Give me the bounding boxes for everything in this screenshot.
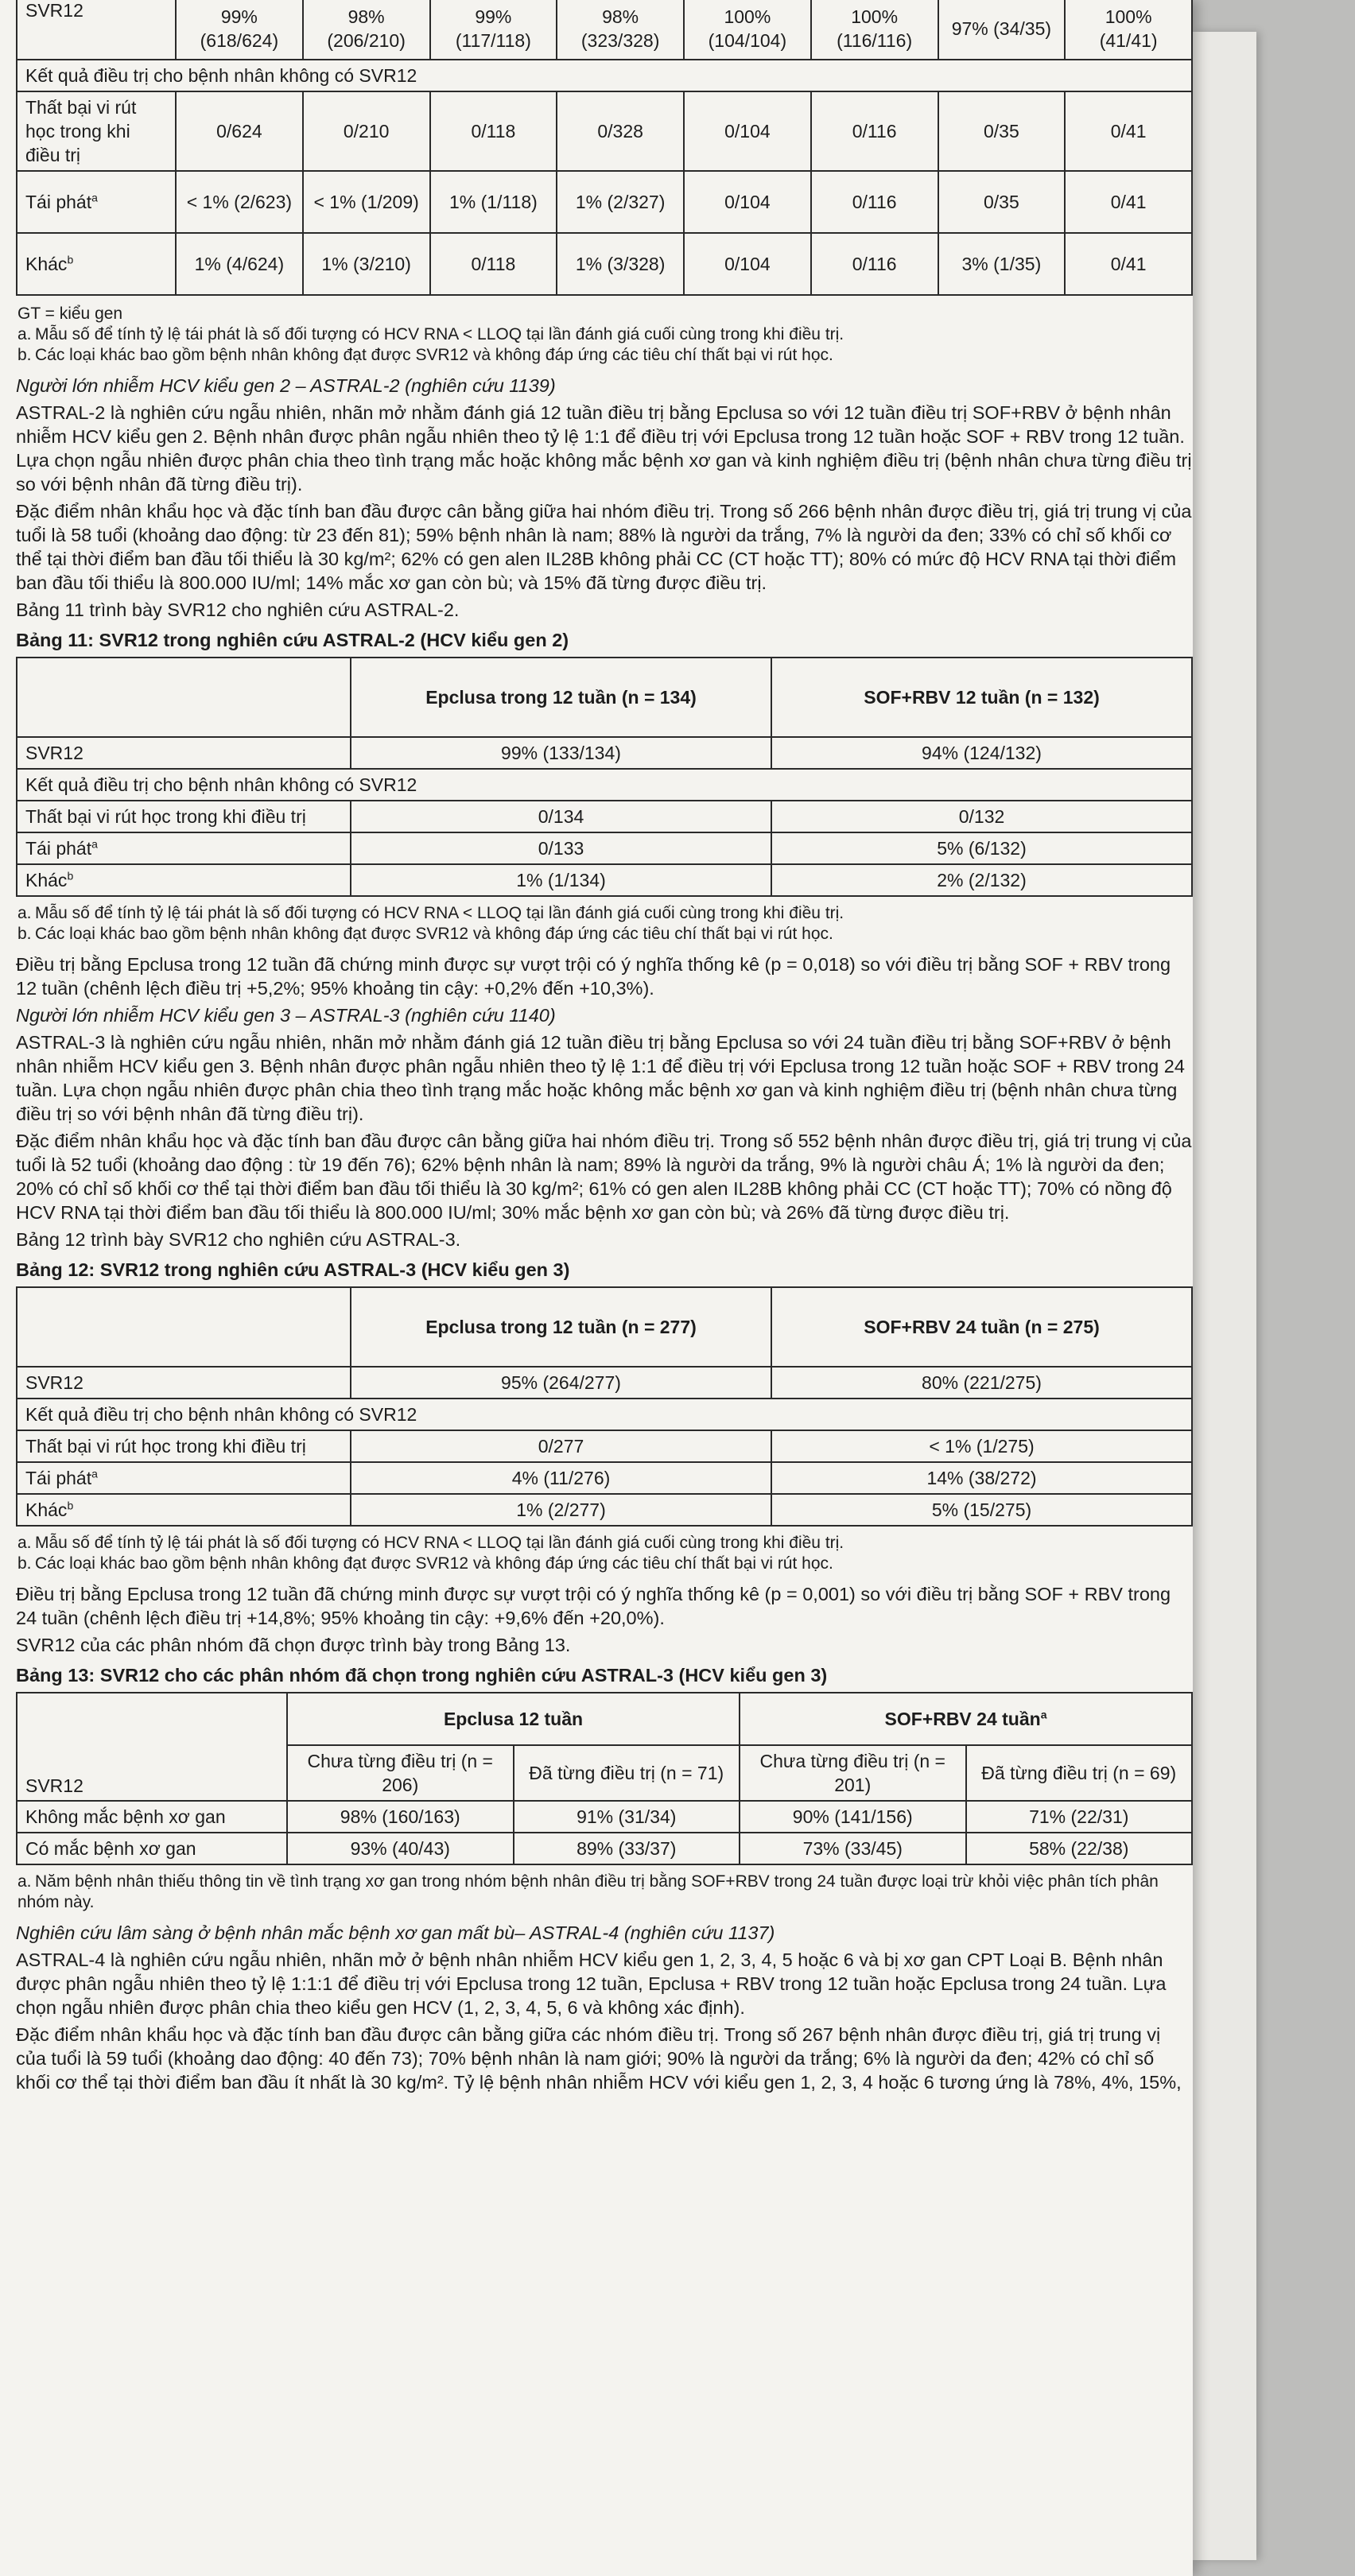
header-empty: SVR12 xyxy=(17,1693,287,1801)
footnote-label: a. xyxy=(17,904,32,922)
paragraph: ASTRAL-4 là nghiên cứu ngẫu nhiên, nhãn mở ở bệnh nhân nhiễm HCV kiểu gen 1, 2, 3, 4, 5 hoặc 6 và bị xơ gan CPT Loại B. Bệnh nhân được phân ngẫu nhiên theo tỷ lệ 1:1:1 để điều trị với Epclusa trong 12 tuần, Epclusa + RBV trong 12 tuần hoặc Epclusa trong 24 tuần. Lựa chọn ngẫu nhiên được phân chia theo kiểu gen HCV (1, 2, 3, 4, 5, 6 và không xác định). xyxy=(16,1949,1167,2018)
footnote-text: Năm bệnh nhân thiếu thông tin về tình trạng xơ gan trong nhóm bệnh nhân điều trị bằng SOF+RBV trong 24 tuần được loại trừ khỏi việc phân tích phân nhóm này. xyxy=(17,1872,1159,1911)
table-top-notes xyxy=(16,304,1193,366)
table-row xyxy=(17,1494,1192,1526)
table-cell: 0/118 xyxy=(430,91,557,171)
row-label xyxy=(17,233,176,295)
table-cell: 3% (1/35) xyxy=(938,233,1066,295)
table-row xyxy=(17,171,1192,233)
footnote xyxy=(17,1554,1193,1574)
footnote-text: Mẫu số để tính tỷ lệ tái phát là số đối tượng có HCV RNA < LLOQ tại lần đánh giá cuối cùng trong khi điều trị. xyxy=(35,1534,844,1552)
footnote-label: a. xyxy=(17,1534,32,1552)
column-header: Epclusa trong 12 tuần (n = 277) xyxy=(351,1287,771,1367)
footnote-label: b. xyxy=(17,925,32,943)
table-cell: 0/134 xyxy=(351,801,771,832)
row-label xyxy=(17,832,351,864)
table-cell: 4% (11/276) xyxy=(351,1462,771,1494)
row-label: Thất bại vi rút học trong khi điều trị xyxy=(17,801,351,832)
header-empty xyxy=(17,658,351,737)
row-label: Có mắc bệnh xơ gan xyxy=(17,1833,287,1864)
section-heading: Người lớn nhiễm HCV kiểu gen 3 – ASTRAL-3 (nghiên cứu 1140) xyxy=(16,1005,556,1026)
footnote-marker: b xyxy=(67,1499,74,1512)
section-heading: Nghiên cứu lâm sàng ở bệnh nhân mắc bệnh xơ gan mất bù– ASTRAL-4 (nghiên cứu 1137) xyxy=(16,1922,775,1943)
table-title: Bảng 13: SVR12 cho các phân nhóm đã chọn trong nghiên cứu ASTRAL-3 (HCV kiểu gen 3) xyxy=(16,1665,828,1686)
table-12 xyxy=(16,1286,1193,1527)
row-label: SVR12 xyxy=(17,1367,351,1399)
table-cell: 100% (104/104) xyxy=(684,0,811,60)
table-11 xyxy=(16,657,1193,897)
column-header: Đã từng điều trị (n = 71) xyxy=(514,1745,740,1801)
table-cell: 1% (1/118) xyxy=(430,171,557,233)
table-cell: 5% (6/132) xyxy=(771,832,1192,864)
document-content xyxy=(16,0,1193,2097)
table-cell: 0/41 xyxy=(1065,233,1192,295)
row-label-text: Tái phát xyxy=(25,838,92,859)
footnote-label: a. xyxy=(17,1872,32,1891)
table-cell: 71% (22/31) xyxy=(966,1801,1193,1833)
table-cell: 0/116 xyxy=(811,171,938,233)
row-label xyxy=(17,864,351,896)
table-cell: 80% (221/275) xyxy=(771,1367,1192,1399)
table-cell: 90% (141/156) xyxy=(740,1801,966,1833)
table-title: Bảng 11: SVR12 trong nghiên cứu ASTRAL-2 (HCV kiểu gen 2) xyxy=(16,630,569,650)
table-cell: 89% (33/37) xyxy=(514,1833,740,1864)
table-cell: 99% (618/624) xyxy=(176,0,303,60)
table-cell: 98% (206/210) xyxy=(303,0,430,60)
table-cell: 91% (31/34) xyxy=(514,1801,740,1833)
paragraph: ASTRAL-3 là nghiên cứu ngẫu nhiên, nhãn mở nhằm đánh giá 12 tuần điều trị bằng Epclusa so với 24 tuần điều trị bằng SOF+RBV ở bệnh nhân nhiễm HCV kiểu gen 3. Bệnh nhân được phân ngẫu nhiên theo tỷ lệ 1:1 để điều trị với Epclusa trong 12 tuần hoặc SOF + RBV trong 24 tuần. Lựa chọn ngẫu nhiên được phân chia theo tình trạng mắc hoặc không mắc bệnh xơ gan và kinh nghiệm điều trị (bệnh nhân chưa từng điều trị so với bệnh nhân đã từng điều trị). xyxy=(16,1032,1185,1124)
table-cell: 73% (33/45) xyxy=(740,1833,966,1864)
table-cell: 97% (34/35) xyxy=(938,0,1066,60)
paragraph: Điều trị bằng Epclusa trong 12 tuần đã chứng minh được sự vượt trội có ý nghĩa thống kê (p = 0,001) so với điều trị bằng SOF + RBV trong 24 tuần (chênh lệch điều trị +14,8%; 95% khoảng tin cậy: +9,6% đến +20,0%). xyxy=(16,1584,1171,1628)
column-header: SOF+RBV 12 tuần (n = 132) xyxy=(771,658,1192,737)
footnote-marker: a xyxy=(91,837,98,851)
table-section-row xyxy=(17,1399,1192,1430)
header-empty xyxy=(17,1287,351,1367)
row-label-text: Khác xyxy=(25,1499,68,1520)
footnote-marker: b xyxy=(67,253,74,266)
table-cell: 58% (22/38) xyxy=(966,1833,1193,1864)
footnote-text: GT = kiểu gen xyxy=(17,305,123,323)
row-label-text: Tái phát xyxy=(25,1468,92,1488)
table-cell: 1% (2/327) xyxy=(557,171,684,233)
paragraph: Đặc điểm nhân khẩu học và đặc tính ban đầu được cân bằng giữa các nhóm điều trị. Trong số 267 bệnh nhân được điều trị, giá trị trung vị của tuổi là 59 tuổi (khoảng dao động: 40 đến 73); 70% bệnh nhân là nam giới; 90% là người da trắng; 6% là người da đen; 42% có chỉ số khối cơ thể tại thời điểm ban đầu ít nhất là 30 kg/m². Tỷ lệ bệnh nhân nhiễm HCV với kiểu gen 1, 2, 3, 4 hoặc 6 tương ứng là 78%, 4%, 15%, xyxy=(16,2024,1182,2093)
table-cell: 1% (4/624) xyxy=(176,233,303,295)
table-row xyxy=(17,1833,1192,1864)
footnote-text: Mẫu số để tính tỷ lệ tái phát là số đối tượng có HCV RNA < LLOQ tại lần đánh giá cuối cùng trong khi điều trị. xyxy=(35,904,844,922)
table-cell: 100% (116/116) xyxy=(811,0,938,60)
table-cell: 0/116 xyxy=(811,91,938,171)
table-cell: 0/210 xyxy=(303,91,430,171)
row-label-text: Tái phát xyxy=(25,192,92,212)
footnote-marker: a xyxy=(91,191,98,204)
footnote-text: Các loại khác bao gồm bệnh nhân không đạt được SVR12 và không đáp ứng các tiêu chí thất bại vi rút học. xyxy=(35,346,833,364)
column-group-header xyxy=(740,1693,1192,1745)
footnote-marker: a xyxy=(1040,1708,1047,1721)
table-cell: 1% (3/328) xyxy=(557,233,684,295)
table-row xyxy=(17,1367,1192,1399)
table-12-notes xyxy=(16,1533,1193,1574)
table-cell: 93% (40/43) xyxy=(287,1833,514,1864)
row-label: Thất bại vi rút học trong khi điều trị xyxy=(17,1430,351,1462)
table-cell: 0/41 xyxy=(1065,171,1192,233)
back-page-edge xyxy=(1193,32,1256,2560)
section-label: Kết quả điều trị cho bệnh nhân không có SVR12 xyxy=(17,60,1192,91)
table-header-row xyxy=(17,1693,1192,1745)
table-cell: 0/104 xyxy=(684,171,811,233)
footnote-label: b. xyxy=(17,1554,32,1573)
row-label: SVR12 xyxy=(17,0,176,60)
table-11-notes xyxy=(16,903,1193,945)
table-top-genotypes xyxy=(16,0,1193,296)
section-label: Kết quả điều trị cho bệnh nhân không có SVR12 xyxy=(17,769,1192,801)
table-cell: 98% (160/163) xyxy=(287,1801,514,1833)
footnote-text: Mẫu số để tính tỷ lệ tái phát là số đối tượng có HCV RNA < LLOQ tại lần đánh giá cuối cùng trong khi điều trị. xyxy=(35,325,844,343)
row-label: Không mắc bệnh xơ gan xyxy=(17,1801,287,1833)
table-cell: 99% (117/118) xyxy=(430,0,557,60)
footnote-label: b. xyxy=(17,346,32,364)
table-cell: 0/35 xyxy=(938,171,1066,233)
table-row xyxy=(17,801,1192,832)
table-cell: 0/328 xyxy=(557,91,684,171)
table-row xyxy=(17,91,1192,171)
footnote xyxy=(17,324,1193,345)
row-label: SVR12 xyxy=(17,737,351,769)
table-cell: 0/116 xyxy=(811,233,938,295)
table-cell: 0/132 xyxy=(771,801,1192,832)
table-cell: < 1% (2/623) xyxy=(176,171,303,233)
column-header: Chưa từng điều trị (n = 206) xyxy=(287,1745,514,1801)
table-cell: < 1% (1/209) xyxy=(303,171,430,233)
table-section-row xyxy=(17,769,1192,801)
table-cell: 0/104 xyxy=(684,233,811,295)
table-cell: 0/118 xyxy=(430,233,557,295)
footnote xyxy=(17,924,1193,945)
footnote xyxy=(17,304,1193,324)
row-label-text: Khác xyxy=(25,870,68,890)
column-header: SOF+RBV 24 tuần (n = 275) xyxy=(771,1287,1192,1367)
table-row xyxy=(17,832,1192,864)
table-cell: 99% (133/134) xyxy=(351,737,771,769)
footnote xyxy=(17,345,1193,366)
table-cell: 0/277 xyxy=(351,1430,771,1462)
table-cell: 0/104 xyxy=(684,91,811,171)
column-header: Epclusa trong 12 tuần (n = 134) xyxy=(351,658,771,737)
row-label-text: Khác xyxy=(25,254,68,274)
row-label xyxy=(17,1462,351,1494)
footnote xyxy=(17,1533,1193,1554)
footnote xyxy=(17,903,1193,924)
table-row xyxy=(17,1430,1192,1462)
table-row xyxy=(17,864,1192,896)
column-group-header: Epclusa 12 tuần xyxy=(287,1693,740,1745)
footnote-text: Các loại khác bao gồm bệnh nhân không đạt được SVR12 và không đáp ứng các tiêu chí thất bại vi rút học. xyxy=(35,1554,833,1573)
column-header: Chưa từng điều trị (n = 201) xyxy=(740,1745,966,1801)
row-label xyxy=(17,1494,351,1526)
table-header-row xyxy=(17,1287,1192,1367)
footnote-label: a. xyxy=(17,325,32,343)
section-heading: Người lớn nhiễm HCV kiểu gen 2 – ASTRAL-2 (nghiên cứu 1139) xyxy=(16,375,556,396)
table-cell: 2% (2/132) xyxy=(771,864,1192,896)
table-cell: 1% (3/210) xyxy=(303,233,430,295)
row-label: Thất bại vi rút học trong khi điều trị xyxy=(17,91,176,171)
paragraph: Bảng 12 trình bày SVR12 cho nghiên cứu ASTRAL-3. xyxy=(16,1229,461,1250)
table-cell: 95% (264/277) xyxy=(351,1367,771,1399)
footnote-text: Các loại khác bao gồm bệnh nhân không đạt được SVR12 và không đáp ứng các tiêu chí thất bại vi rút học. xyxy=(35,925,833,943)
column-group-label: SOF+RBV 24 tuần xyxy=(884,1709,1041,1729)
column-header: Đã từng điều trị (n = 69) xyxy=(966,1745,1193,1801)
table-cell: 98% (323/328) xyxy=(557,0,684,60)
paragraph: Bảng 11 trình bày SVR12 cho nghiên cứu ASTRAL-2. xyxy=(16,599,460,620)
footnote-marker: b xyxy=(67,869,74,883)
table-cell: 1% (1/134) xyxy=(351,864,771,896)
table-13-notes xyxy=(16,1872,1193,1913)
table-row xyxy=(17,737,1192,769)
table-cell: 100% (41/41) xyxy=(1065,0,1192,60)
table-cell: 94% (124/132) xyxy=(771,737,1192,769)
footnote-marker: a xyxy=(91,1467,98,1480)
table-cell: 0/624 xyxy=(176,91,303,171)
table-row xyxy=(17,1462,1192,1494)
table-row xyxy=(17,0,1192,60)
table-cell: 0/133 xyxy=(351,832,771,864)
paragraph: Đặc điểm nhân khẩu học và đặc tính ban đầu được cân bằng giữa hai nhóm điều trị. Trong số 266 bệnh nhân được điều trị, giá trị trung vị của tuổi là 58 tuổi (khoảng dao động: từ 23 đến 81); 59% bệnh nhân là nam; 88% là người da trắng, 7% là người da đen; 33% có chỉ số khối cơ thể tại thời điểm ban đầu tối thiểu là 30 kg/m²; 62% có gen alen IL28B không phải CC (CT hoặc TT); 80% có mức độ HCV RNA tại thời điểm ban đầu tối thiểu là 800.000 IU/ml; 14% mắc xơ gan còn bù; và 15% đã từng được điều trị. xyxy=(16,501,1192,593)
table-cell: 14% (38/272) xyxy=(771,1462,1192,1494)
paragraph: ASTRAL-2 là nghiên cứu ngẫu nhiên, nhãn mở nhằm đánh giá 12 tuần điều trị bằng Epclusa so với 12 tuần điều trị SOF+RBV ở bệnh nhân nhiễm HCV kiểu gen 2. Bệnh nhân được phân ngẫu nhiên theo tỷ lệ 1:1 để điều trị với Epclusa trong 12 tuần hoặc SOF + RBV trong 12 tuần. Lựa chọn ngẫu nhiên được phân chia theo tình trạng mắc hoặc không mắc bệnh xơ gan và kinh nghiệm điều trị (bệnh nhân chưa từng điều trị so với bệnh nhân đã từng điều trị). xyxy=(16,402,1192,495)
table-cell: 1% (2/277) xyxy=(351,1494,771,1526)
paragraph: Điều trị bằng Epclusa trong 12 tuần đã chứng minh được sự vượt trội có ý nghĩa thống kê (p = 0,018) so với điều trị bằng SOF + RBV trong 12 tuần (chênh lệch điều trị +5,2%; 95% khoảng tin cậy: +0,2% đến +10,3%). xyxy=(16,954,1171,999)
table-header-row xyxy=(17,658,1192,737)
row-label xyxy=(17,171,176,233)
table-section-row xyxy=(17,60,1192,91)
paragraph: SVR12 của các phân nhóm đã chọn được trình bày trong Bảng 13. xyxy=(16,1635,571,1655)
section-label: Kết quả điều trị cho bệnh nhân không có SVR12 xyxy=(17,1399,1192,1430)
table-cell: 0/35 xyxy=(938,91,1066,171)
table-title: Bảng 12: SVR12 trong nghiên cứu ASTRAL-3 (HCV kiểu gen 3) xyxy=(16,1259,570,1280)
table-row xyxy=(17,1801,1192,1833)
table-cell: < 1% (1/275) xyxy=(771,1430,1192,1462)
table-cell: 0/41 xyxy=(1065,91,1192,171)
table-13 xyxy=(16,1692,1193,1865)
paragraph: Đặc điểm nhân khẩu học và đặc tính ban đầu được cân bằng giữa hai nhóm điều trị. Trong số 552 bệnh nhân được điều trị, giá trị trung vị của tuổi là 52 tuổi (khoảng dao động : từ 19 đến 76); 62% bệnh nhân là nam; 89% là người da trắng, 9% là người châu Á; 1% là người da đen; 20% có chỉ số khối cơ thể tại thời điểm ban đầu tối thiểu là 30 kg/m²; 61% có gen alen IL28B không phải CC (CT hoặc TT); 70% có nồng độ HCV RNA tại thời điểm ban đầu tối thiểu là 800.000 IU/ml; 30% mắc bệnh xơ gan còn bù; và 26% đã từng được điều trị. xyxy=(16,1131,1192,1223)
footnote xyxy=(17,1872,1193,1913)
table-cell: 5% (15/275) xyxy=(771,1494,1192,1526)
table-row xyxy=(17,233,1192,295)
